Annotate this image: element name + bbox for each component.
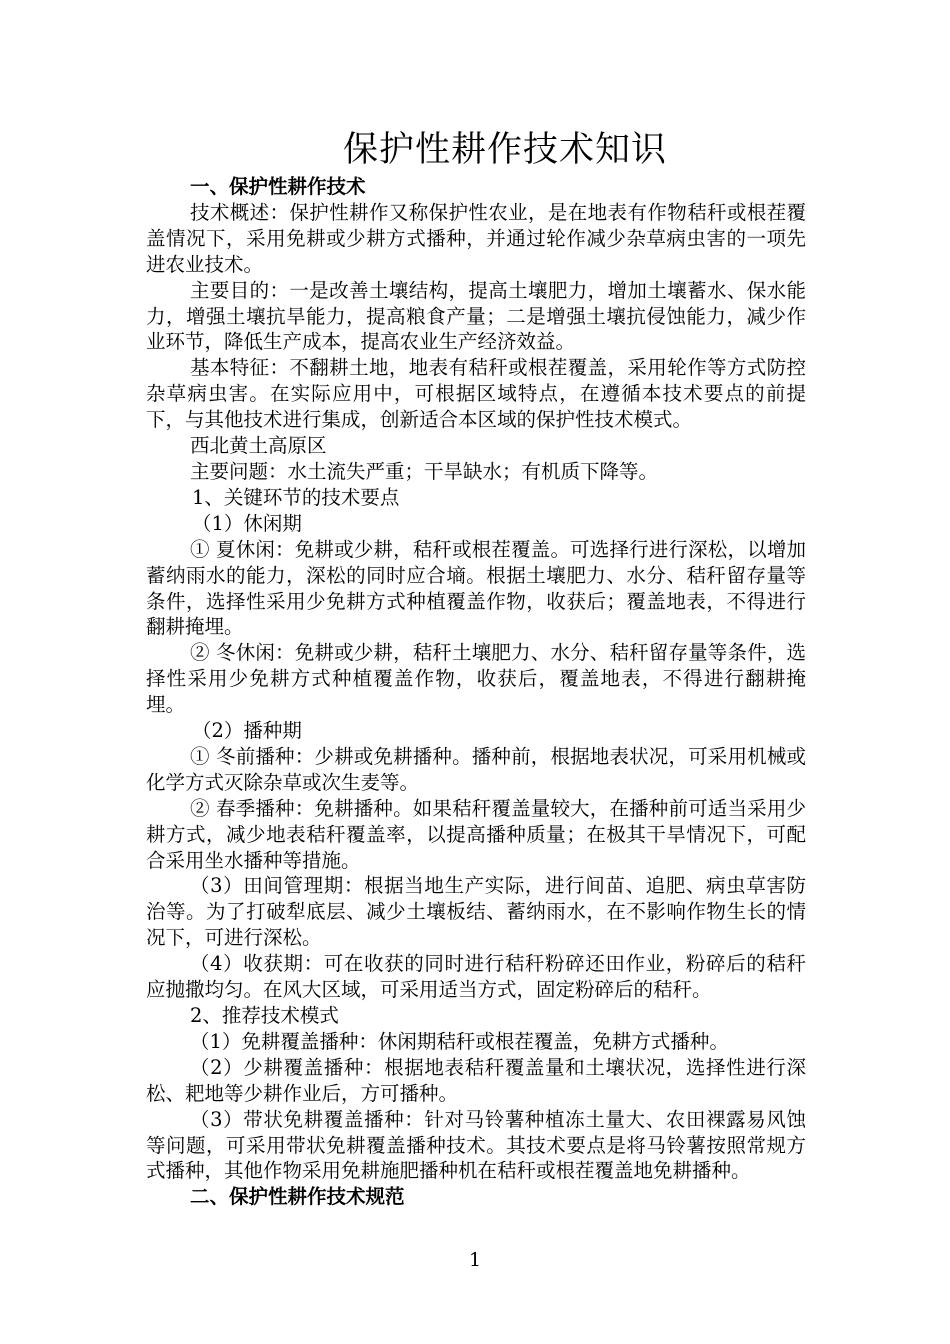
paragraph: ① 夏休闲：免耕或少耕，秸秆或根茬覆盖。可选择行进行深松，以增加蓄纳雨水的能力，深松的同时应合墒。根据土壤肥力、水分、秸秆留存量等条件，选择性采用少免耕方式种植覆盖作物，收获后；覆盖地表，不得进行翻耕掩埋。 — [146, 537, 806, 639]
subheading: （2）播种期 — [192, 719, 302, 743]
document-title: 保护性耕作技术知识 — [342, 130, 667, 170]
paragraph: 主要目的：一是改善土壤结构，提高土壤肥力，增加土壤蓄水、保水能力，增强土壤抗旱能力，提高粮食产量；二是增强土壤抗侵蚀能力，减少作业环节，降低生产成本，提高农业生产经济效益。 — [146, 278, 806, 354]
page-number: 1 — [468, 1249, 482, 1271]
paragraph: 基本特征：不翻耕土地，地表有秸秆或根茬覆盖，采用轮作等方式防控杂草病虫害。在实际应用中，可根据区域特点，在遵循本技术要点的前提下，与其他技术进行集成，创新适合本区域的保护性技术模式。 — [146, 356, 806, 432]
document-body — [146, 174, 806, 1210]
section-heading: 一、保护性耕作技术 — [190, 175, 366, 198]
paragraph: （3）田间管理期：根据当地生产实际，进行间苗、追肥、病虫草害防治等。为了打破犁底层、减少土壤板结、蓄纳雨水，在不影响作物生长的情况下，可进行深松。 — [146, 874, 806, 950]
paragraph: 技术概述：保护性耕作又称保护性农业，是在地表有作物秸秆或根茬覆盖情况下，采用免耕或少耕方式播种，并通过轮作减少杂草病虫害的一项先进农业技术。 — [146, 200, 806, 276]
paragraph: ② 冬休闲：免耕或少耕，秸秆土壤肥力、水分、秸秆留存量等条件，选择性采用少免耕方式种植覆盖作物，收获后，覆盖地表，不得进行翻耕掩埋。 — [146, 641, 806, 717]
paragraph: ① 冬前播种：少耕或免耕播种。播种前，根据地表状况，可采用机械或化学方式灭除杂草或次生麦等。 — [146, 744, 806, 794]
paragraph: （1）免耕覆盖播种：休闲期秸秆或根茬覆盖，免耕方式播种。 — [190, 1029, 729, 1053]
paragraph: ② 春季播种：免耕播种。如果秸秆覆盖量较大，在播种前可适当采用少耕方式，减少地表秸秆覆盖率，以提高播种质量；在极其干旱情况下，可配合采用坐水播种等措施。 — [146, 796, 806, 872]
subheading: 1、关键环节的技术要点 — [192, 485, 400, 509]
paragraph: （2）少耕覆盖播种：根据地表秸秆覆盖量和土壤状况，选择性进行深松、耙地等少耕作业后，方可播种。 — [146, 1055, 806, 1105]
subheading: （1）休闲期 — [192, 511, 302, 535]
paragraph: 主要问题：水土流失严重；干旱缺水；有机质下降等。 — [190, 459, 659, 483]
paragraph: 西北黄土高原区 — [190, 434, 327, 458]
paragraph: （4）收获期：可在收获的同时进行秸秆粉碎还田作业，粉碎后的秸秆应抛撒均匀。在风大区域，可采用适当方式，固定粉碎后的秸秆。 — [146, 952, 806, 1002]
section-heading: 二、保护性耕作技术规范 — [190, 1185, 405, 1209]
paragraph: （3）带状免耕覆盖播种：针对马铃薯种植冻土量大、农田裸露易风蚀等问题，可采用带状免耕覆盖播种技术。其技术要点是将马铃薯按照常规方式播种，其他作物采用免耕施肥播种机在秸秆或根茬覆盖地免耕播种。 — [146, 1107, 806, 1183]
subheading: 2、推荐技术模式 — [190, 1004, 339, 1027]
